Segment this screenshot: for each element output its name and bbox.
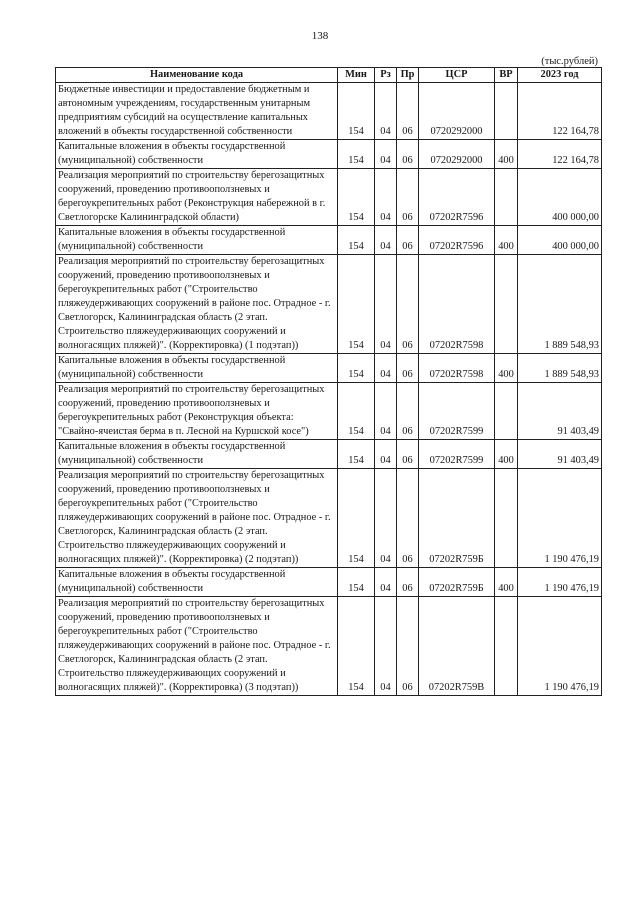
table-row bbox=[56, 255, 602, 354]
cell-rz: 04 bbox=[375, 440, 397, 469]
cell-name: Капитальные вложения в объекты государственной (муниципальной) собственности bbox=[56, 226, 338, 255]
cell-amount: 1 190 476,19 bbox=[518, 469, 602, 568]
cell-name: Реализация мероприятий по строительству берегозащитных сооружений, проведению противооползневых и берегоукрепительных работ (Реконструкция объекта: "Свайно-ячеистая берма в п. Лесной на Куршской косе") bbox=[56, 383, 338, 440]
cell-name: Капитальные вложения в объекты государственной (муниципальной) собственности bbox=[56, 140, 338, 169]
cell-vr bbox=[495, 255, 518, 354]
cell-rz: 04 bbox=[375, 140, 397, 169]
table-row bbox=[56, 469, 602, 568]
cell-min: 154 bbox=[338, 255, 375, 354]
cell-rz: 04 bbox=[375, 354, 397, 383]
cell-min: 154 bbox=[338, 440, 375, 469]
cell-name: Реализация мероприятий по строительству берегозащитных сооружений, проведению противооползневых и берегоукрепительных работ ("Строительство пляжеудерживающих сооружений в районе пос. Отрадное - г. Светлогорск, Калининградская область (2 этап. Строительство пляжеудерживающих сооружений и волногасящих пляжей)". (Корректировка) (1 подэтап)) bbox=[56, 255, 338, 354]
cell-csr: 07202R759Б bbox=[419, 469, 495, 568]
cell-amount: 91 403,49 bbox=[518, 383, 602, 440]
table-row bbox=[56, 597, 602, 696]
cell-rz: 04 bbox=[375, 597, 397, 696]
cell-vr bbox=[495, 83, 518, 140]
cell-amount: 1 190 476,19 bbox=[518, 568, 602, 597]
cell-vr: 400 bbox=[495, 226, 518, 255]
cell-min: 154 bbox=[338, 83, 375, 140]
cell-vr: 400 bbox=[495, 354, 518, 383]
cell-amount: 122 164,78 bbox=[518, 83, 602, 140]
table-header-row bbox=[56, 68, 602, 83]
cell-rz: 04 bbox=[375, 169, 397, 226]
cell-min: 154 bbox=[338, 469, 375, 568]
cell-vr: 400 bbox=[495, 140, 518, 169]
cell-name: Бюджетные инвестиции и предоставление бюджетным и автономным учреждениям, государственным унитарным предприятиям субсидий на осуществление капитальных вложений в объекты государственной собственности bbox=[56, 83, 338, 140]
cell-pr: 06 bbox=[397, 354, 419, 383]
cell-rz: 04 bbox=[375, 83, 397, 140]
cell-min: 154 bbox=[338, 383, 375, 440]
cell-vr bbox=[495, 597, 518, 696]
cell-pr: 06 bbox=[397, 568, 419, 597]
cell-min: 154 bbox=[338, 568, 375, 597]
header-vr: ВР bbox=[495, 68, 518, 83]
cell-csr: 07202R7596 bbox=[419, 226, 495, 255]
cell-pr: 06 bbox=[397, 383, 419, 440]
cell-csr: 0720292000 bbox=[419, 140, 495, 169]
cell-pr: 06 bbox=[397, 597, 419, 696]
cell-pr: 06 bbox=[397, 140, 419, 169]
budget-table bbox=[55, 67, 602, 696]
cell-amount: 122 164,78 bbox=[518, 140, 602, 169]
table-row bbox=[56, 140, 602, 169]
units-label: (тыс.рублей) bbox=[541, 56, 598, 67]
cell-csr: 07202R7599 bbox=[419, 440, 495, 469]
cell-min: 154 bbox=[338, 354, 375, 383]
cell-vr bbox=[495, 383, 518, 440]
cell-rz: 04 bbox=[375, 568, 397, 597]
cell-pr: 06 bbox=[397, 255, 419, 354]
header-year: 2023 год bbox=[518, 68, 602, 83]
cell-name: Реализация мероприятий по строительству берегозащитных сооружений, проведению противооползневых и берегоукрепительных работ ("Строительство пляжеудерживающих сооружений в районе пос. Отрадное - г. Светлогорск, Калининградская область (2 этап. Строительство пляжеудерживающих сооружений и волногасящих пляжей)". (Корректировка) (2 подэтап)) bbox=[56, 469, 338, 568]
cell-rz: 04 bbox=[375, 255, 397, 354]
cell-vr: 400 bbox=[495, 568, 518, 597]
cell-name: Капитальные вложения в объекты государственной (муниципальной) собственности bbox=[56, 440, 338, 469]
cell-amount: 400 000,00 bbox=[518, 226, 602, 255]
cell-rz: 04 bbox=[375, 226, 397, 255]
table-row bbox=[56, 83, 602, 140]
header-rz: Рз bbox=[375, 68, 397, 83]
cell-pr: 06 bbox=[397, 83, 419, 140]
header-min: Мин bbox=[338, 68, 375, 83]
table-row bbox=[56, 383, 602, 440]
cell-csr: 0720292000 bbox=[419, 83, 495, 140]
header-csr: ЦСР bbox=[419, 68, 495, 83]
cell-name: Реализация мероприятий по строительству берегозащитных сооружений, проведению противооползневых и берегоукрепительных работ ("Строительство пляжеудерживающих сооружений в районе пос. Отрадное - г. Светлогорск, Калининградская область (2 этап. Строительство пляжеудерживающих сооружений и волногасящих пляжей)". (Корректировка) (3 подэтап)) bbox=[56, 597, 338, 696]
cell-pr: 06 bbox=[397, 469, 419, 568]
table-row bbox=[56, 226, 602, 255]
cell-pr: 06 bbox=[397, 226, 419, 255]
cell-csr: 07202R7599 bbox=[419, 383, 495, 440]
cell-csr: 07202R759В bbox=[419, 597, 495, 696]
table-row bbox=[56, 568, 602, 597]
table-row bbox=[56, 354, 602, 383]
table-row bbox=[56, 440, 602, 469]
cell-pr: 06 bbox=[397, 169, 419, 226]
cell-pr: 06 bbox=[397, 440, 419, 469]
cell-csr: 07202R7596 bbox=[419, 169, 495, 226]
cell-min: 154 bbox=[338, 140, 375, 169]
cell-min: 154 bbox=[338, 169, 375, 226]
header-name: Наименование кода bbox=[56, 68, 338, 83]
cell-amount: 91 403,49 bbox=[518, 440, 602, 469]
cell-vr bbox=[495, 169, 518, 226]
cell-vr bbox=[495, 469, 518, 568]
cell-name: Капитальные вложения в объекты государственной (муниципальной) собственности bbox=[56, 568, 338, 597]
cell-name: Капитальные вложения в объекты государственной (муниципальной) собственности bbox=[56, 354, 338, 383]
cell-vr: 400 bbox=[495, 440, 518, 469]
cell-min: 154 bbox=[338, 226, 375, 255]
cell-csr: 07202R7598 bbox=[419, 255, 495, 354]
cell-rz: 04 bbox=[375, 469, 397, 568]
cell-amount: 1 889 548,93 bbox=[518, 255, 602, 354]
cell-amount: 1 190 476,19 bbox=[518, 597, 602, 696]
table-row bbox=[56, 169, 602, 226]
cell-rz: 04 bbox=[375, 383, 397, 440]
cell-min: 154 bbox=[338, 597, 375, 696]
cell-amount: 1 889 548,93 bbox=[518, 354, 602, 383]
cell-csr: 07202R759Б bbox=[419, 568, 495, 597]
page-number: 138 bbox=[311, 30, 329, 42]
cell-csr: 07202R7598 bbox=[419, 354, 495, 383]
cell-name: Реализация мероприятий по строительству берегозащитных сооружений, проведению противооползневых и берегоукрепительных работ (Реконструкция набережной в г. Светлогорске Калининградской области) bbox=[56, 169, 338, 226]
cell-amount: 400 000,00 bbox=[518, 169, 602, 226]
header-pr: Пр bbox=[397, 68, 419, 83]
